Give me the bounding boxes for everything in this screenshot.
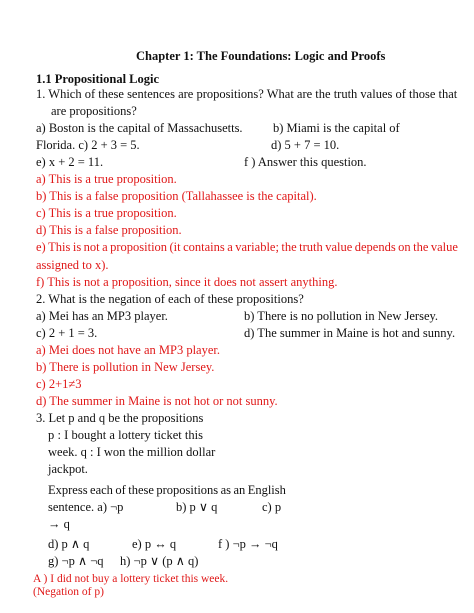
q3-option-g: g) ¬p ∧ ¬q: [48, 554, 104, 568]
a2-answer-d: d) The summer in Maine is not hot or not sunny.: [36, 394, 278, 408]
q1-option-e: e) x + 2 = 11.: [36, 155, 104, 169]
q2-option-b: b) There is no pollution in New Jersey.: [244, 309, 439, 323]
q3-option-e: e) p ↔ q: [132, 537, 177, 551]
a2-answer-b: b) There is pollution in New Jersey.: [36, 360, 215, 374]
q1-stem-line2: are propositions?: [51, 104, 137, 118]
q3-q-definition: week. q : I won the million dollar: [48, 445, 216, 459]
q3-option-d: d) p ∧ q: [48, 537, 90, 551]
q3-option-b: b) p ∨ q: [176, 500, 218, 514]
a1-answer-d: d) This is a false proposition.: [36, 223, 182, 237]
q1-option-a: a) Boston is the capital of Massachusetts.: [36, 121, 243, 135]
q3-p-definition: p : I bought a lottery ticket this: [48, 428, 203, 442]
q3-option-h: h) ¬p ∨ (p ∧ q): [120, 554, 199, 568]
a1-answer-a: a) This is a true proposition.: [36, 172, 177, 186]
page-title: Chapter 1: The Foundations: Logic and Proofs: [136, 49, 386, 63]
a3-answer-a: A ) I did not buy a lottery ticket this week.: [33, 573, 229, 585]
q3-option-f: f ) ¬p → ¬q: [218, 537, 278, 551]
a3-answer-note: (Negation of p): [33, 586, 104, 598]
q2-option-c: c) 2 + 1 = 3.: [36, 326, 98, 340]
q3-stem: 3. Let p and q be the propositions: [36, 411, 204, 425]
q2-stem: 2. What is the negation of each of these propositions?: [36, 292, 304, 306]
a1-answer-b: b) This is a false proposition (Tallahassee is the capital).: [36, 189, 317, 203]
q3-option-c-cont: → q: [48, 517, 70, 531]
q1-option-f: f ) Answer this question.: [244, 155, 367, 169]
q1-option-b: b) Miami is the capital of: [273, 121, 400, 135]
q1-option-c: Florida. c) 2 + 3 = 5.: [36, 138, 140, 152]
a1-answer-e-line2: assigned to x).: [36, 258, 109, 272]
q3-jackpot: jackpot.: [48, 462, 88, 476]
q3-option-a: sentence. a) ¬p: [48, 500, 124, 514]
q3-option-c: c) p: [262, 500, 282, 514]
a1-answer-e-line1: e) This is not a proposition (it contains a variable; the truth value depends on the value: [36, 240, 458, 254]
a2-answer-c: c) 2+1≠3: [36, 377, 82, 391]
a1-answer-c: c) This is a true proposition.: [36, 206, 177, 220]
q2-option-a: a) Mei has an MP3 player.: [36, 309, 168, 323]
q3-express-line: Express each of these propositions as an English: [48, 483, 286, 497]
a2-answer-a: a) Mei does not have an MP3 player.: [36, 343, 220, 357]
q1-option-d: d) 5 + 7 = 10.: [271, 138, 340, 152]
a1-answer-f: f) This is not a proposition, since it does not assert anything.: [36, 275, 338, 289]
q2-option-d: d) The summer in Maine is hot and sunny.: [244, 326, 456, 340]
q1-stem-line1: 1. Which of these sentences are propositions? What are the truth values of those that: [36, 87, 458, 101]
section-heading: 1.1 Propositional Logic: [36, 72, 160, 86]
